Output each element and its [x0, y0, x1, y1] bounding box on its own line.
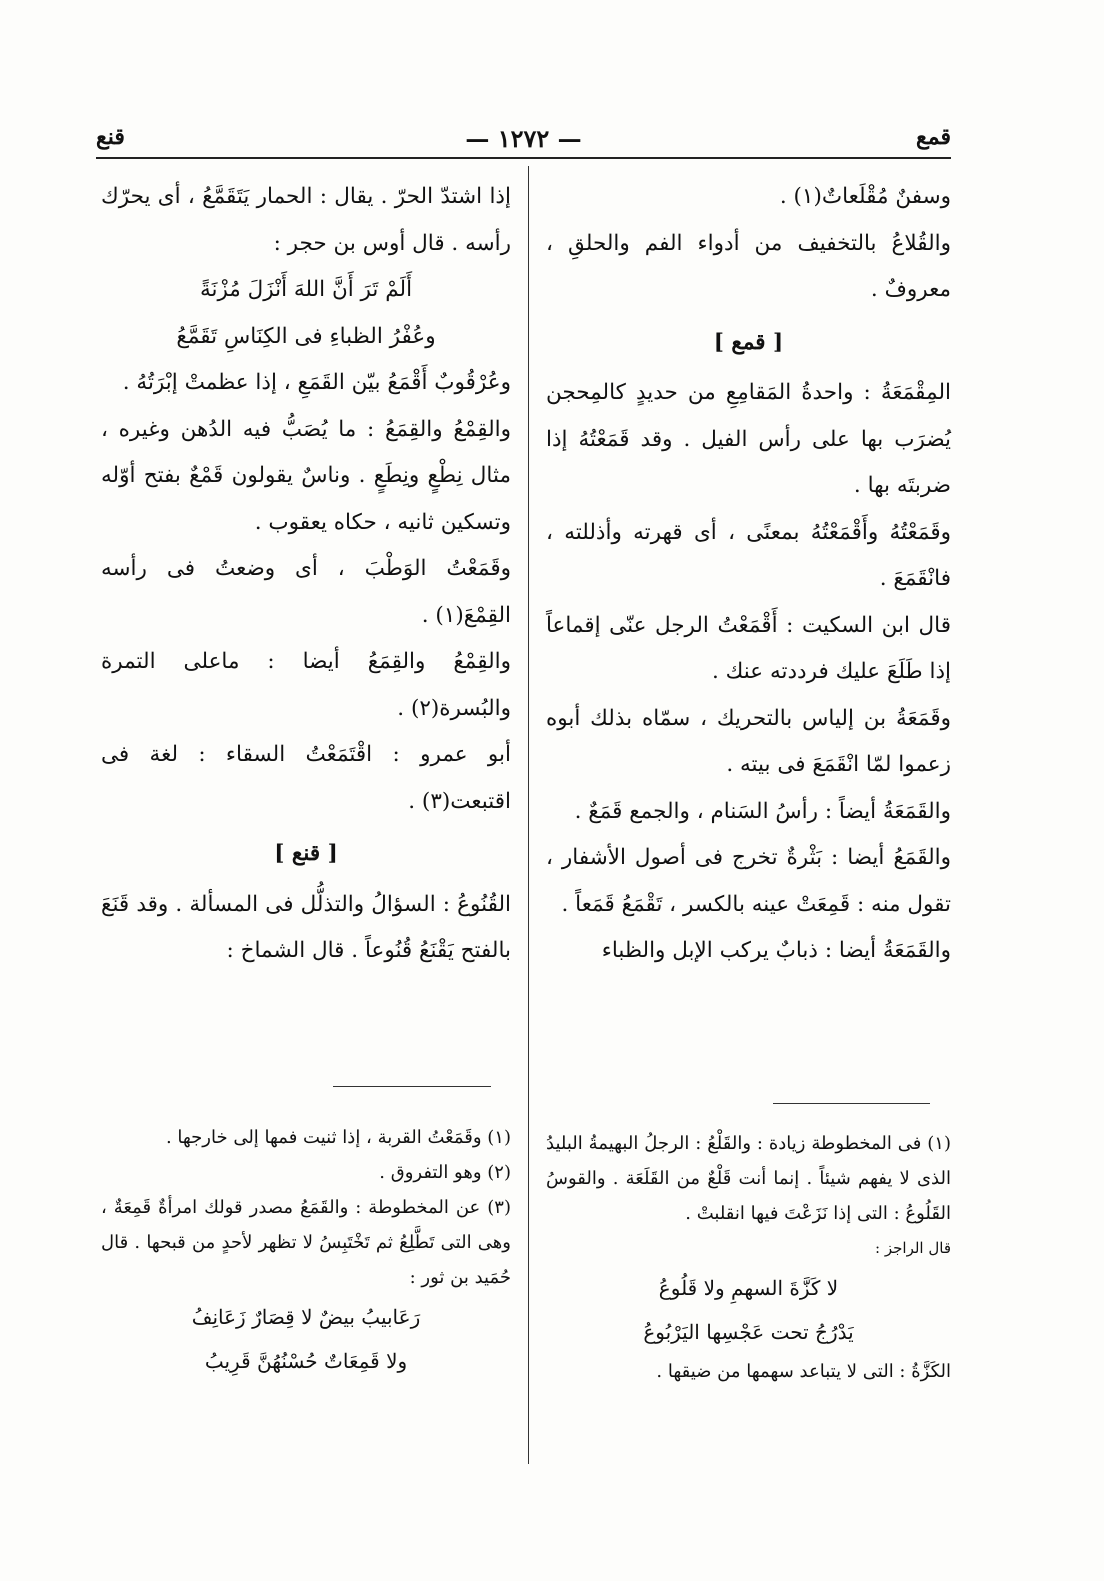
footnote-verse: ولا قَمِعَاتٌ حُسْنُهُنَّ قَرِيبُ	[204, 1349, 408, 1373]
footnotes-right	[546, 1126, 951, 1389]
entry-paragraph: وقَمَعَةُ بن إلياس بالتحريك ، سمّاه بذلك أبوه زعموا لمّا انْقَمَعَ فى بيته .	[546, 705, 951, 777]
entry-paragraph: قال ابن السكيت : أَقْمَعْتُ الرجل عنّى إقماعاً إذا طَلَعَ عليك فرددته عنك .	[546, 612, 951, 684]
entry-paragraph: والقَمَعُ أيضا : بَثْرةٌ تخرج فى أصول الأشفار ، تقول منه : قَمِعَتْ عينه بالكسر ، تَقْمَعُ قَمَعاً .	[546, 845, 951, 917]
entry-paragraph: المِقْمَعَةُ : واحدةُ المَقامِعِ من حديدٍ كالمِحجن يُضرَب بها على رأس الفيل . وقد قَمَعْتُهُ إذا ضربتَه بها .	[546, 380, 951, 498]
text-line: إذا اشتدّ الحرّ . يقال : الحمار يَتَقَمَّعُ ، أى يحرّك رأسه . قال أوس بن حجر :	[101, 184, 511, 256]
entry-paragraph: أبو عمرو : اقْتَمَعْتُ السقاء : لغة فى اقتبعت(٣) .	[101, 742, 511, 814]
entry-paragraph: القُنُوعُ : السؤالُ والتذلُّل فى المسألة . وقد قَنَعَ بالفتح يَقْنَعُ قُنُوعاً . قال الشماخ :	[101, 891, 511, 963]
entry-paragraph: وقَمَعْتُ الوَطْبَ ، أى وضعتُ فى رأسه القِمْعَ(١) .	[101, 556, 511, 628]
poetry-verse: وعُفْرُ الظباءِ فى الكِنَاسِ تَقَمَّعُ	[176, 323, 436, 349]
poetry-verse: أَلَمْ تَرَ أَنَّ اللهَ أَنْزَلَ مُزْنَةً	[199, 277, 413, 302]
entry-paragraph: والقِمْعُ والقِمَعُ : ما يُصَبُّ فيه الدُهن وغيره ، مثال نِطْعٍ ونِطَعٍ . وناسٌ يقولون قَمْعٌ بفتح أوّله وتسكين ثانيه ، حكاه يعقوب .	[101, 416, 511, 535]
left-column	[101, 174, 511, 975]
footnote: (١) وقَمَعْتُ القربة ، إذا ثنيت فمها إلى خارجها .	[165, 1127, 511, 1148]
text-line: والقُلاعُ بالتخفيف من أدواء الفم والحلقِ ، معروفٌ .	[546, 230, 951, 302]
footnote: (٣) عن المخطوطة : والقَمَعُ مصدر قولك امرأةٌ قَمِعَةٌ ، وهى التى تَطَّلِعُ ثم تَخْتَبِسُ لا تظهر لأحدٍ من قبحها . قال حُمَيد بن ثور :	[101, 1197, 511, 1288]
footnote: (١) فى المخطوطة زيادة : والقَلْعُ : الرجلُ البهيمةُ البليدُ الذى لا يفهم شيئاً . إنما أنت قَلْعٌ من القَلَعَة . والقوسُ القَلُوعُ : التى إذا نَزَعْتَ فيها انقلبتْ .	[546, 1133, 951, 1224]
header-rule	[96, 157, 951, 159]
entry-paragraph: والقَمَعَةُ أيضاً : رأسُ السَنام ، والجمع قَمَعٌ .	[574, 798, 951, 824]
footnote: (٢) وهو التفروق .	[379, 1162, 511, 1183]
footnotes-left	[101, 1120, 511, 1383]
footnote-intro: قال الراجز :	[875, 1239, 951, 1257]
footnote-rule-left	[333, 1086, 491, 1087]
footnote-verse: لا كَزَّةَ السهمِ ولا قَلُوعُ	[658, 1276, 839, 1300]
entry-paragraph: وقَمَعْتُهُ وأَقْمَعْتُهُ بمعنًى ، أى قهرته وأذللته ، فانْقَمَعَ .	[546, 519, 951, 591]
column-divider	[528, 166, 529, 1464]
running-headword-right: قمع	[916, 124, 951, 150]
footnote-rule-right	[773, 1103, 930, 1104]
footnote-verse: رَعَابيبُ بيضٌ لا قِصَارٌ زَعَانِفُ	[191, 1305, 421, 1329]
section-heading: [ قنع ]	[274, 841, 338, 866]
running-headword-left: قنع	[96, 124, 125, 150]
entry-paragraph: والقَمَعَةُ أيضا : ذبابٌ يركب الإبل والظباء	[601, 938, 951, 963]
footnote-verse: يَدْرُجُ تحت عَجْسِها اليَرْبُوعُ	[643, 1320, 854, 1344]
section-heading: [ قمع ]	[713, 329, 784, 355]
right-column	[546, 174, 951, 975]
text-line: وسفنٌ مُقْلَعاتٌ(١) .	[779, 184, 951, 209]
page-number: — ١٢٧٢ —	[465, 124, 582, 153]
footnote-gloss: الكَزَّةُ : التى لا يتباعد سهمها من ضيقها .	[656, 1361, 951, 1382]
entry-paragraph: والقِمْعُ والقِمَعُ أيضا : ماعلى التمرة والبُسرة(٢) .	[101, 649, 511, 721]
entry-paragraph: وعُرْقُوبٌ أَقْمَعُ بيّن القَمَعِ ، إذا عظمتْ إبْرَتُهُ .	[122, 370, 511, 395]
